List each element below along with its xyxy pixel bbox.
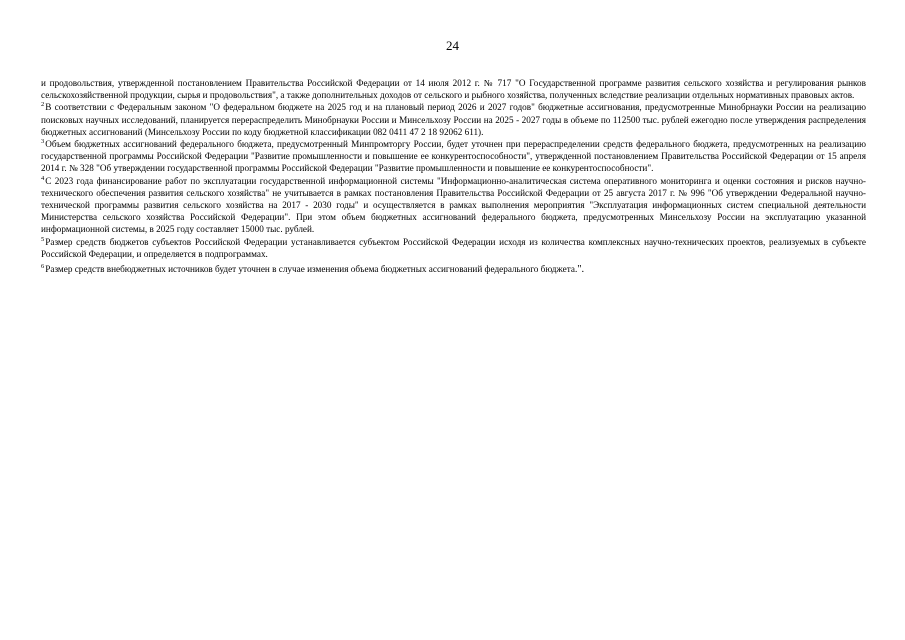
footnote-2	[41, 101, 866, 138]
closing-quote: ".	[577, 264, 585, 276]
footnote-text: Размер средств бюджетов субъектов Российской Федерации устанавливается субъектом Российской Федерации исходя из количества комплексных научно-технических проектов, реализуемых в субъекте Российской Федерации, и определяется в подпрограммах.	[41, 236, 866, 259]
footnote-text: Объем бюджетных ассигнований федерального бюджета, предусмотренный Минпромторгу России, будет уточнен при перераспределении средств федерального бюджета, предусмотренных на реализацию государственной программы Российской Федерации "Развитие промышленности и повышение ее конкурентоспособности", утвержденной постановлением Правительства Российской Федерации от 15 апреля 2014 г. № 328 "Об утверждении государственной программы Российской Федерации "Развитие промышленности и повышение ее конкурентоспособности".	[41, 139, 866, 174]
footnote-3	[41, 138, 866, 175]
footnote-continuation	[41, 77, 866, 101]
footnote-marker: 3	[41, 137, 45, 145]
footnote-text: С 2023 года финансирование работ по эксплуатации государственной информационной системы "Информационно-аналитическая система оперативного мониторинга и оценки состояния и рисков научно-технического обеспечения развития сельского хозяйства" не учитывается в рамках постановления Правительства Российской Федерации от 25 августа 2017 г. № 996 "Об утверждении Федеральной научно-технической программы развития сельского хозяйства на 2017 - 2030 годы" и осуществляется в рамках выполнения мероприятия "Эксплуатация информационных систем специальной деятельности Министерства сельского хозяйства Российской Федерации". При этом объем бюджетных ассигнований федерального бюджета, предусмотренных Минсельхозу России на эксплуатацию указанной информационной системы, в 2025 году составляет 15000 тыс. рублей.	[41, 175, 866, 235]
footnote-marker: 2	[41, 101, 45, 109]
footnote-marker: 6	[41, 262, 45, 270]
page-number: 24	[446, 38, 459, 53]
footnote-5	[41, 236, 866, 260]
footnotes-block	[41, 77, 866, 276]
footnote-6	[41, 263, 866, 276]
footnote-marker: 4	[41, 174, 45, 182]
footnote-marker: 5	[41, 235, 45, 243]
footnote-4	[41, 175, 866, 236]
footnote-text: Размер средств внебюджетных источников будет уточнен в случае изменения объема бюджетных ассигнований федерального бюджета.	[45, 264, 578, 275]
footnote-text: В соответствии с Федеральным законом "О федеральном бюджете на 2025 год и на плановый период 2026 и 2027 годов" бюджетные ассигнования, предусмотренные Минобрнауки России на реализацию поисковых научных исследований, планируется перераспределить Минобрнауки России и Минсельхозу России на 2025 - 2027 годы в объеме по 112500 тыс. рублей ежегодно после утверждения распределения бюджетных ассигнований (Минсельхозу России по коду бюджетной классификации 082 0411 47 2 18 92062 611).	[41, 102, 866, 137]
footnote-text: и продовольствия, утвержденной постановлением Правительства Российской Федерации от 14 июля 2012 г. № 717 "О Государственной программе развития сельского хозяйства и регулирования рынков сельскохозяйственной продукции, сырья и продовольствия", а также дополнительных доходов от сельского и рыбного хозяйства, полученных вследствие реализации отдельных нормативных правовых актов.	[41, 78, 866, 101]
